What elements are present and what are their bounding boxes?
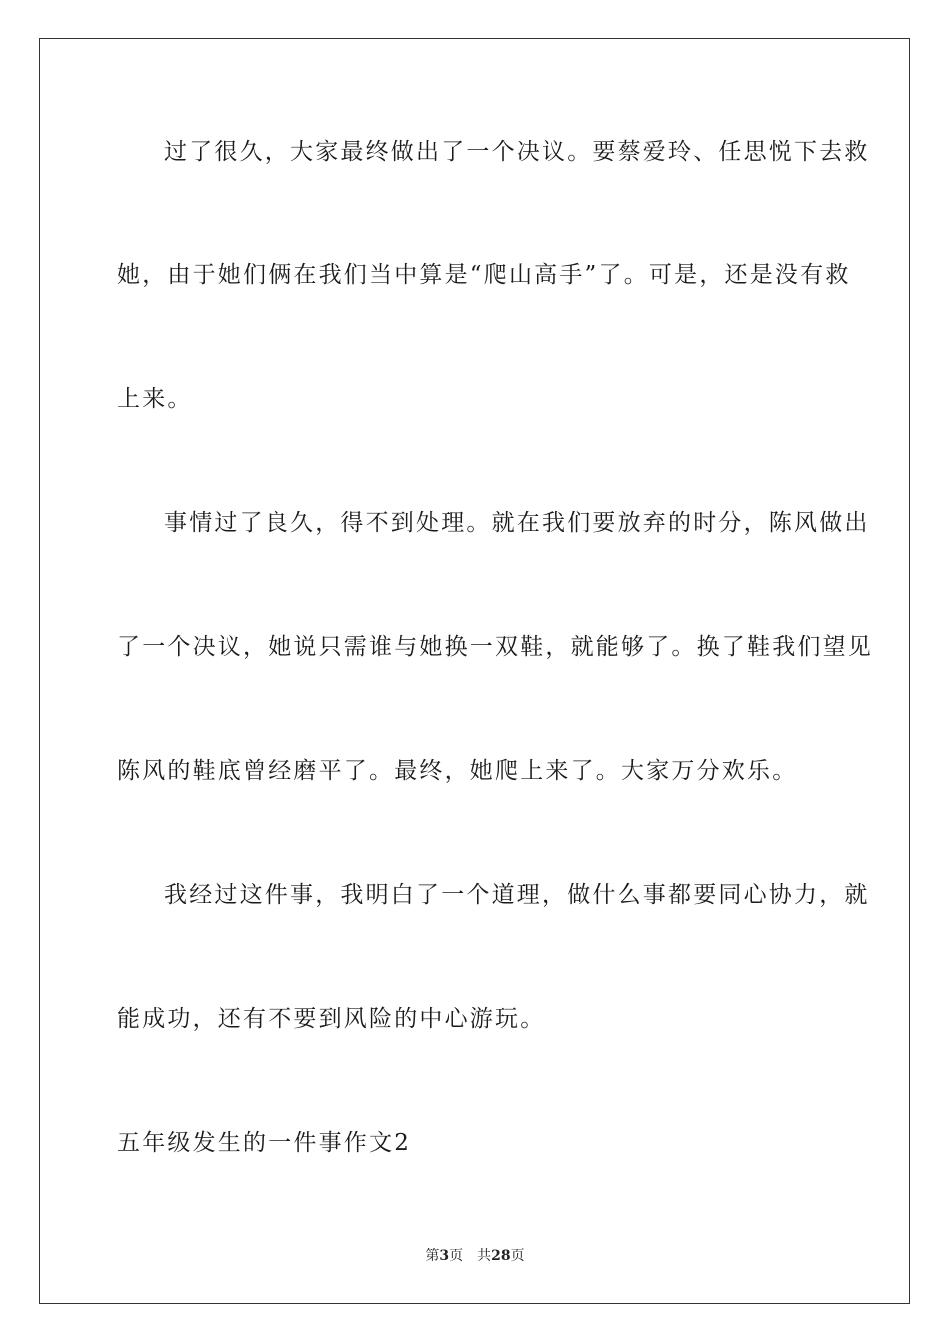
footer-page-number: 3 [439,1248,450,1264]
paragraph-1-line-3: 上来。 [117,386,193,412]
paragraph-2-line-3: 陈风的鞋底曾经磨平了。最终，她爬上来了。大家万分欢乐。 [117,758,798,784]
paragraph-2-line-2: 了一个决议，她说只需谁与她换一双鞋，就能够了。换了鞋我们望见 [117,634,873,660]
paragraph-3-line-2: 能成功，还有不要到风险的中心游玩。 [117,1006,546,1032]
paragraph-2-line-1: 事情过了良久，得不到处理。就在我们要放弃的时分，陈风做出 [164,510,870,536]
page-border [39,38,910,1304]
footer-page-prefix: 第 [425,1248,440,1264]
section-heading: 五年级发生的一件事作文2 [117,1130,412,1156]
paragraph-1-line-1: 过了很久，大家最终做出了一个决议。要蔡爱玲、任思悦下去救 [164,139,870,165]
footer-total-prefix: 共 [477,1248,492,1264]
footer-total-pages: 28 [491,1248,511,1264]
paragraph-3-line-1: 我经过这件事，我明白了一个道理，做什么事都要同心协力，就 [164,882,870,908]
footer-page-suffix: 页 [449,1248,464,1264]
footer-total-suffix: 页 [510,1248,525,1264]
paragraph-1-line-2: 她，由于她们俩在我们当中算是“爬山高手”了。可是，还是没有救 [117,262,851,288]
page-footer [0,1246,950,1266]
